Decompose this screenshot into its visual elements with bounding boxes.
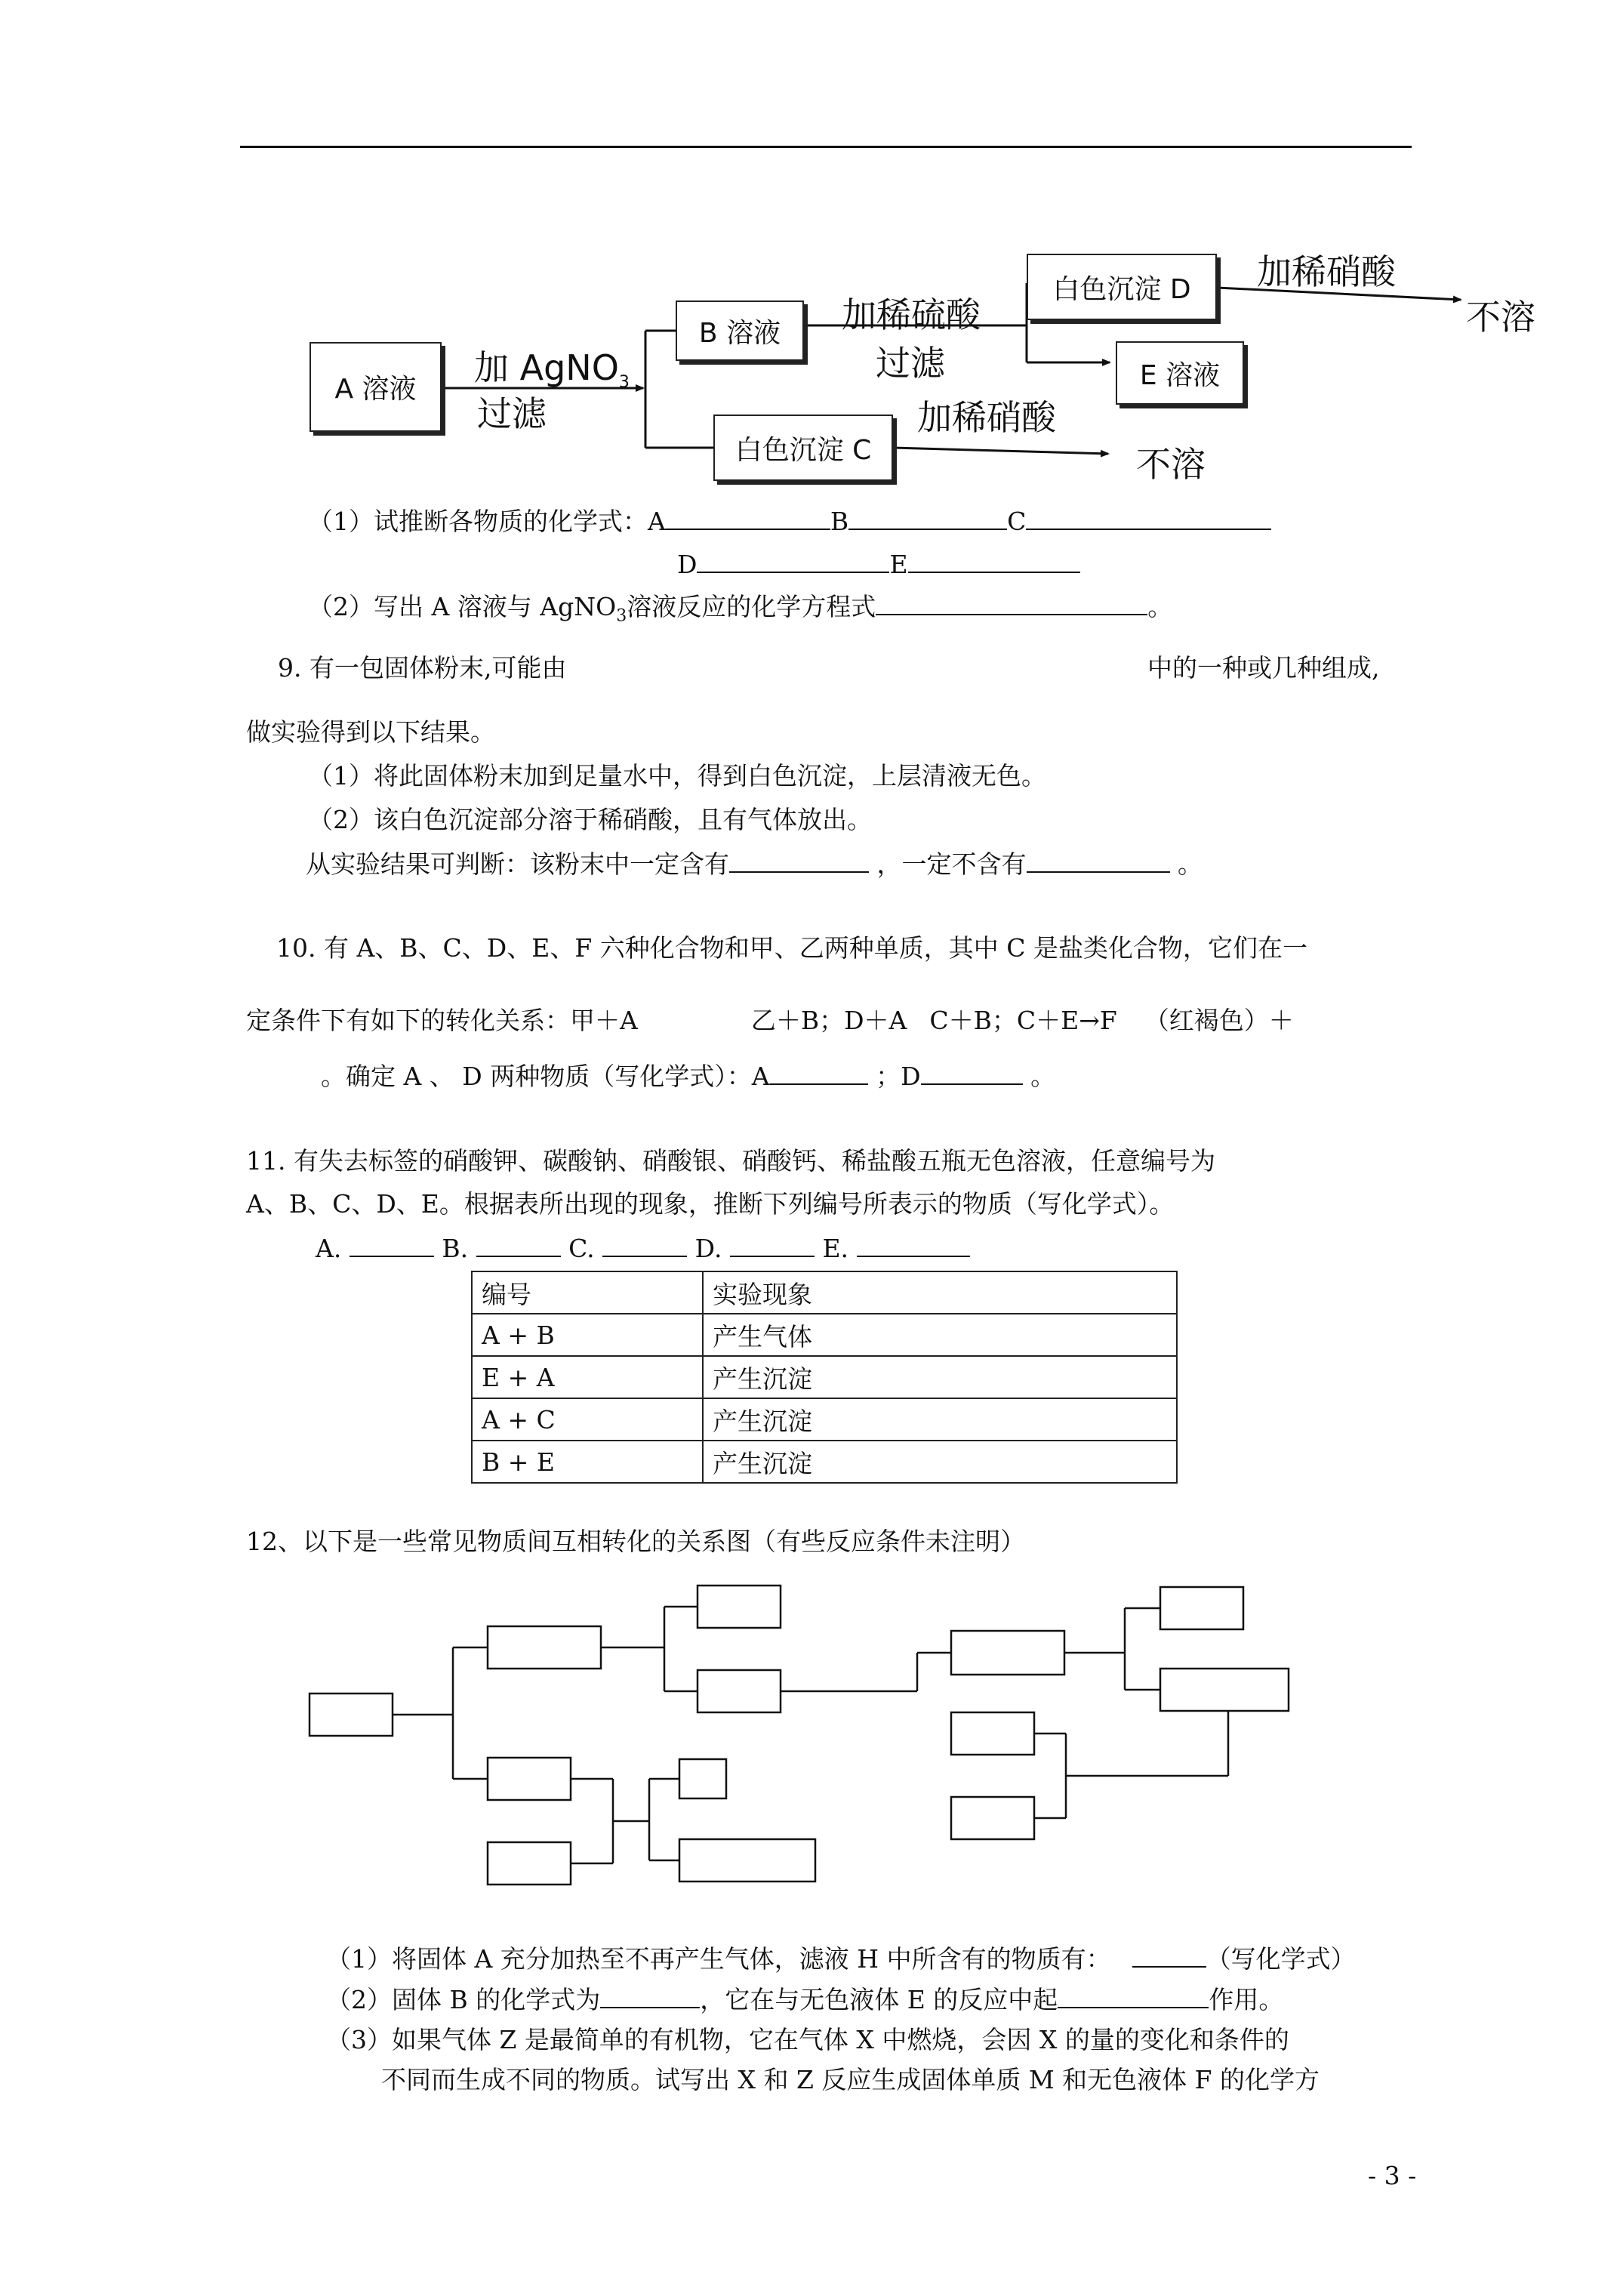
table-cell: A + B xyxy=(472,1314,703,1356)
box-c-precipitate: 白色沉淀 C xyxy=(713,415,893,481)
label-add-hno3-top: 加稀硝酸 xyxy=(1257,251,1396,292)
label-filter-2: 过滤 xyxy=(876,343,945,384)
q10-line1: 10. 有 A、B、C、D、E、F 六种化合物和甲、乙两种单质，其中 C 是盐类化合物，它们在一 xyxy=(276,933,1307,963)
table-header-cell: 实验现象 xyxy=(703,1271,1177,1314)
q8-sub1-line2: D E xyxy=(677,549,1080,580)
table-cell: 产生气体 xyxy=(703,1314,1177,1356)
q12-sub3-line1: （3）如果气体 Z 是最简单的有机物，它在气体 X 中燃烧，会因 X 的量的变化和条件的 xyxy=(326,2025,1289,2054)
q9-conclusion: 从实验结果可判断：该粉末中一定含有 ，一定不含有 。 xyxy=(306,849,1203,879)
box-d-precipitate: 白色沉淀 D xyxy=(1027,254,1217,320)
page-number: - 3 - xyxy=(1368,2161,1417,2190)
q10-line3: 。确定 A 、 D 两种物质（写化学式）：A ；D 。 xyxy=(321,1062,1056,1091)
table-cell: 产生沉淀 xyxy=(703,1441,1177,1483)
box-a-solution: A 溶液 xyxy=(310,342,442,432)
q11-line1: 11. 有失去标签的硝酸钾、碳酸钠、硝酸银、硝酸钙、稀盐酸五瓶无色溶液，任意编号为 xyxy=(246,1146,1215,1176)
table-cell: A + C xyxy=(472,1398,703,1441)
table-cell: 产生沉淀 xyxy=(703,1398,1177,1441)
box-b-solution: B 溶液 xyxy=(676,300,804,361)
label-insoluble-bottom: 不溶 xyxy=(1136,444,1206,485)
table-cell: 产生沉淀 xyxy=(703,1356,1177,1398)
q8-sub1-line1: （1）试推断各物质的化学式：A B C xyxy=(308,506,1271,537)
label-insoluble-top: 不溶 xyxy=(1466,297,1535,337)
q9-line2: 做实验得到以下结果。 xyxy=(246,717,495,747)
q12-sub3-line2: 不同而生成不同的物质。试写出 X 和 Z 反应生成固体单质 M 和无色液体 F 的化学方 xyxy=(381,2065,1320,2094)
table-cell: B + E xyxy=(472,1441,703,1483)
q11-answers: A. B. C. D. E. xyxy=(316,1233,970,1264)
label-filter-1: 过滤 xyxy=(477,393,547,434)
q12-sub1: （1）将固体 A 充分加热至不再产生气体，滤液 H 中所含有的物质有： （写化学式） xyxy=(326,1944,1356,1974)
q9-step1: （1）将此固体粉末加到足量水中，得到白色沉淀，上层清液无色。 xyxy=(308,761,1046,791)
q11-line2: A、B、C、D、E。根据表所出现的现象，推断下列编号所表示的物质（写化学式）。 xyxy=(246,1189,1175,1219)
label-add-h2so4: 加稀硫酸 xyxy=(842,294,981,335)
box-e-solution: E 溶液 xyxy=(1116,341,1244,405)
q10-line2: 定条件下有如下的转化关系：甲＋A 乙＋B；D＋A C＋B；C＋E→F （红褐色）＋ xyxy=(246,1006,1294,1035)
q9-line1-right: 中的一种或几种组成, xyxy=(1147,653,1380,683)
label-add-hno3-bottom: 加稀硝酸 xyxy=(917,397,1056,438)
table-header-cell: 编号 xyxy=(472,1271,703,1314)
q12-sub2: （2）固体 B 的化学式为 ，它在与无色液体 E 的反应中起 作用。 xyxy=(326,1985,1284,2014)
q8-sub2: （2）写出 A 溶液与 AgNO$_3$溶液反应的化学方程式 。 xyxy=(308,592,1173,626)
q12-title: 12、以下是一些常见物质间互相转化的关系图（有些反应条件未注明） xyxy=(246,1527,1025,1556)
table-cell: E + A xyxy=(472,1356,703,1398)
q9-step2: （2）该白色沉淀部分溶于稀硝酸，且有气体放出。 xyxy=(308,805,872,834)
label-add-agno3: 加 AgNO$_3$ xyxy=(474,347,630,393)
q9-line1-left: 9. 有一包固体粉末,可能由 xyxy=(278,653,567,683)
